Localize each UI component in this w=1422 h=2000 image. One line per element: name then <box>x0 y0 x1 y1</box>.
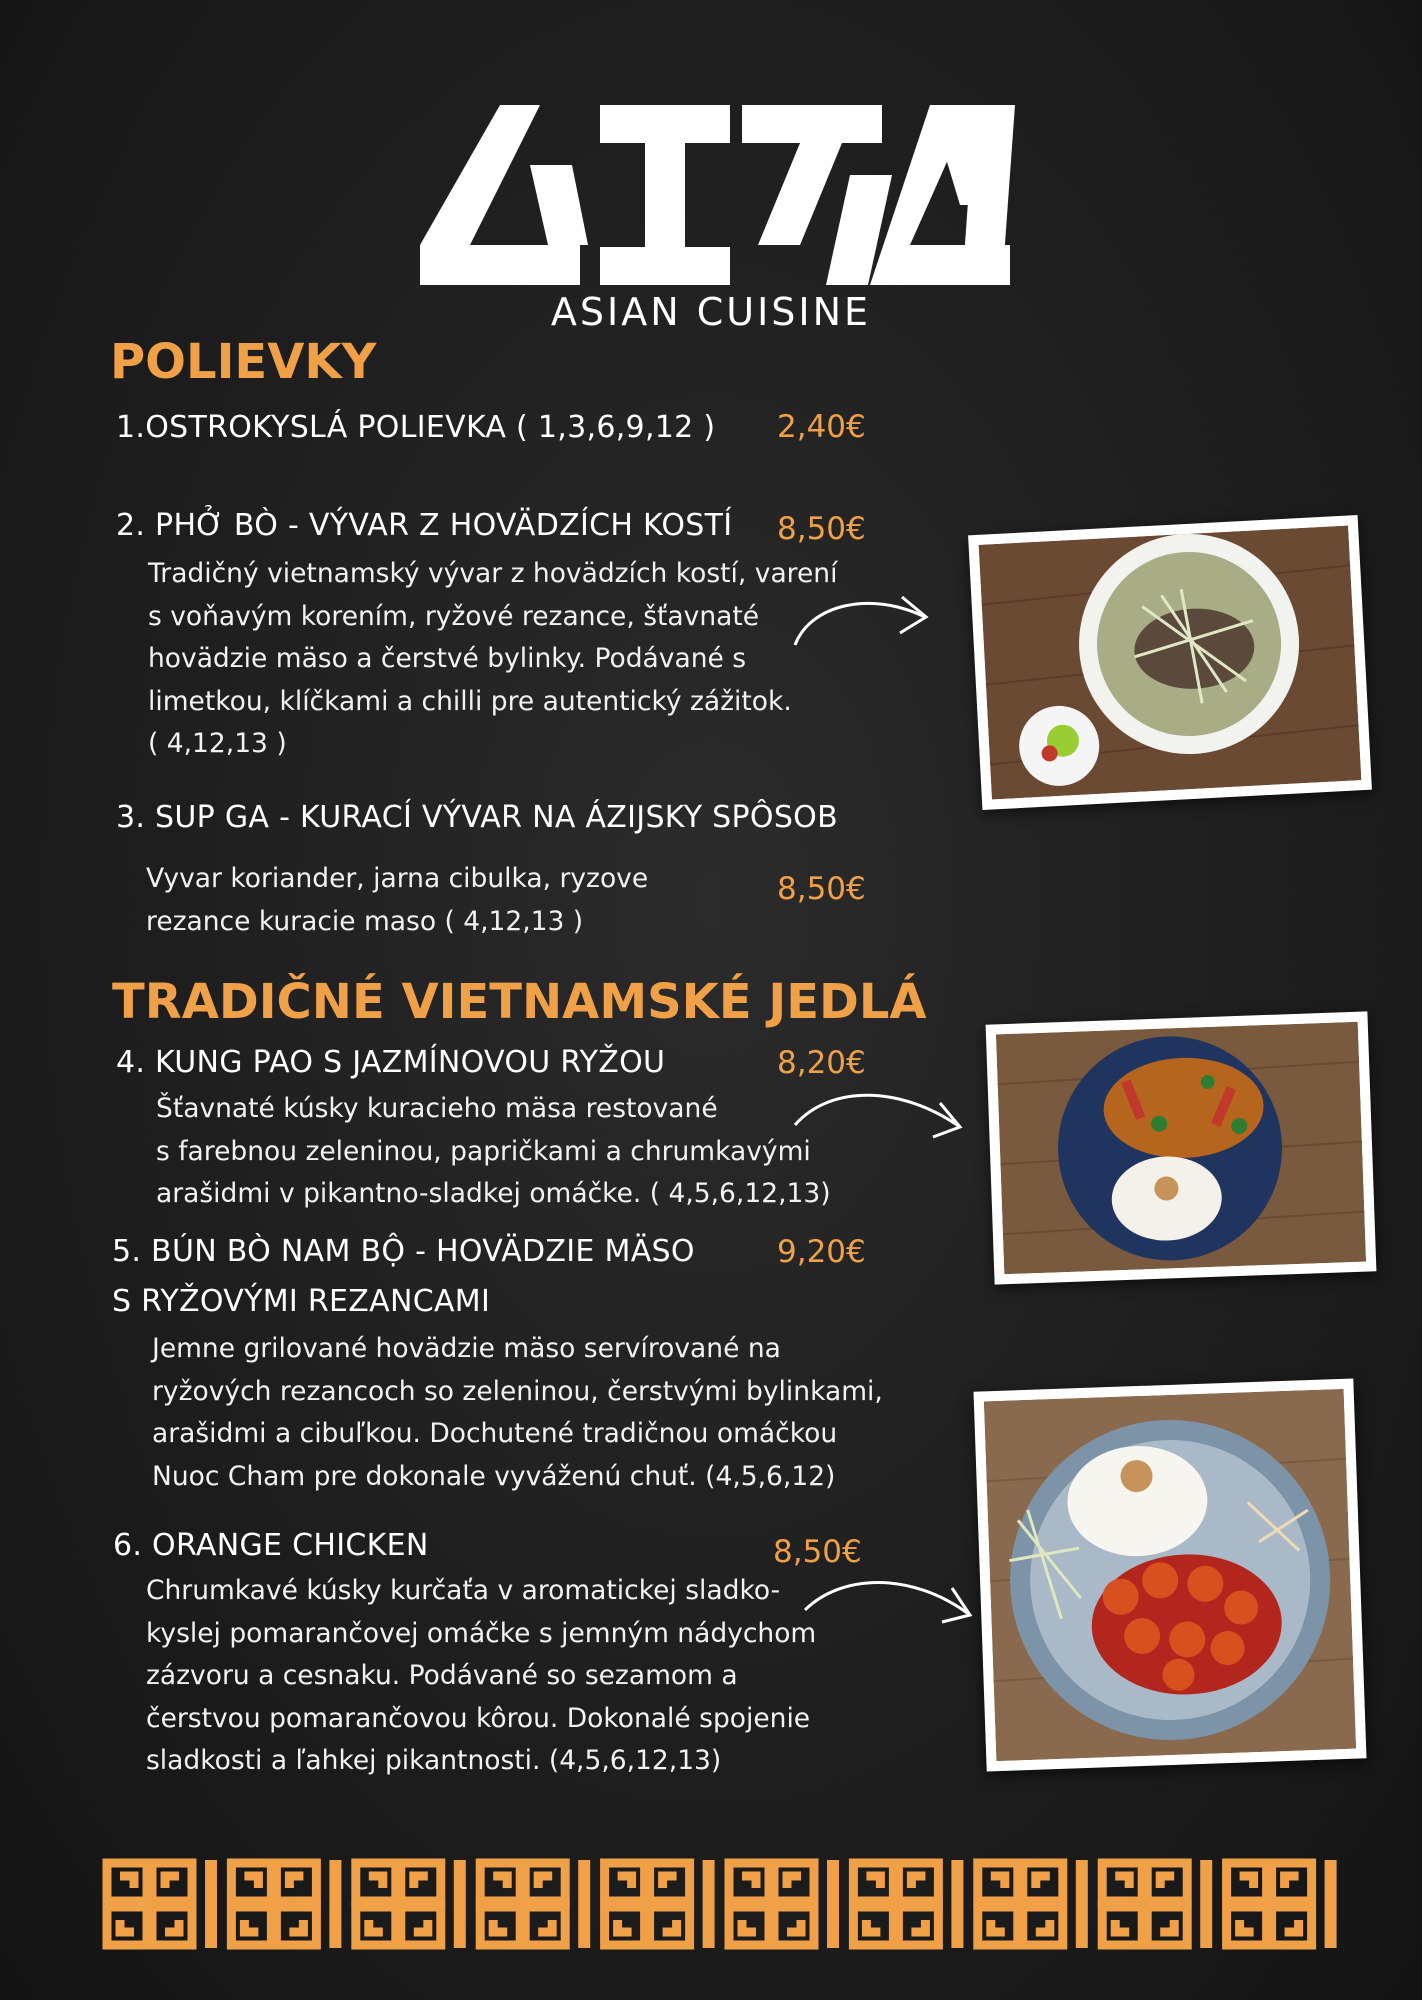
menu-item-title: 6. ORANGE CHICKEN <box>113 1528 429 1563</box>
menu-item-title: 4. KUNG PAO S JAZMÍNOVOU RYŽOU <box>116 1045 666 1080</box>
section-title-main-dishes: TRADIČNÉ VIETNAMSKÉ JEDLÁ <box>112 974 927 1030</box>
menu-item-title-line2: S RYŽOVÝMI REZANCAMI <box>112 1284 491 1319</box>
section-title-soups: POLIEVKY <box>110 334 377 390</box>
orange-chicken-photo <box>973 1378 1366 1771</box>
menu-item-price: 8,50€ <box>777 871 866 907</box>
brand-tagline: ASIAN CUISINE <box>550 290 872 334</box>
menu-item-description: Šťavnaté kúsky kuracieho mäsa restované s farebnou zeleninou, papričkami a chrumkavými arašidmi v pikantno-sladkej omáčke. ( 4,5,6,12,13) <box>156 1093 831 1209</box>
arrow-icon <box>790 575 940 655</box>
arrow-icon <box>790 1075 970 1155</box>
pho-bo-photo <box>968 515 1372 810</box>
menu-item-price: 8,50€ <box>773 1534 862 1570</box>
menu-item-price: 8,20€ <box>777 1045 866 1081</box>
menu-item-description: Tradičný vietnamský vývar z hovädzích kostí, varení s voňavým korením, ryžové rezance, šťavnaté hovädzie mäso a čerstvé bylinky. Podávané s limetkou, klíčkami a chilli pre autentický zážitok. ( 4,12,13 ) <box>148 558 838 759</box>
arrow-icon <box>800 1570 980 1640</box>
menu-item-description: Vyvar koriander, jarna cibulka, ryzove rezance kuracie maso ( 4,12,13 ) <box>146 863 649 937</box>
aiga-logo <box>0 95 1422 285</box>
menu-item-title: 3. SUP GA - KURACÍ VÝVAR NA ÁZIJSKY SPÔSOB <box>116 800 838 835</box>
menu-item-price: 8,50€ <box>777 511 866 547</box>
menu-item-title: 1.OSTROKYSLÁ POLIEVKA ( 1,3,6,9,12 ) <box>116 410 716 445</box>
decorative-border <box>102 1858 1346 1950</box>
menu-item-title: 2. PHỞ BÒ - VÝVAR Z HOVÄDZÍCH KOSTÍ <box>116 508 733 543</box>
menu-item-price: 2,40€ <box>777 409 866 445</box>
menu-item-price: 9,20€ <box>777 1234 866 1270</box>
kung-pao-photo <box>986 1011 1377 1284</box>
menu-item-description: Jemne grilované hovädzie mäso servírované na ryžových rezancoch so zeleninou, čerstvými bylinkami, arašidmi a cibuľkou. Dochutené tradičnou omáčkou Nuoc Cham pre dokonale vyváženú chuť. (4,5,6,12) <box>152 1333 883 1492</box>
menu-item-title: 5. BÚN BÒ NAM BỘ - HOVÄDZIE MÄSO <box>112 1234 695 1269</box>
menu-item-description: Chrumkavé kúsky kurčaťa v aromatickej sladko- kyslej pomarančovej omáčke s jemným nádychom zázvoru a cesnaku. Podávané so sezamom a čerstvou pomarančovou kôrou. Dokonalé spojenie sladkosti a ľahkej pikantnosti. (4,5,6,12,13) <box>146 1575 817 1776</box>
